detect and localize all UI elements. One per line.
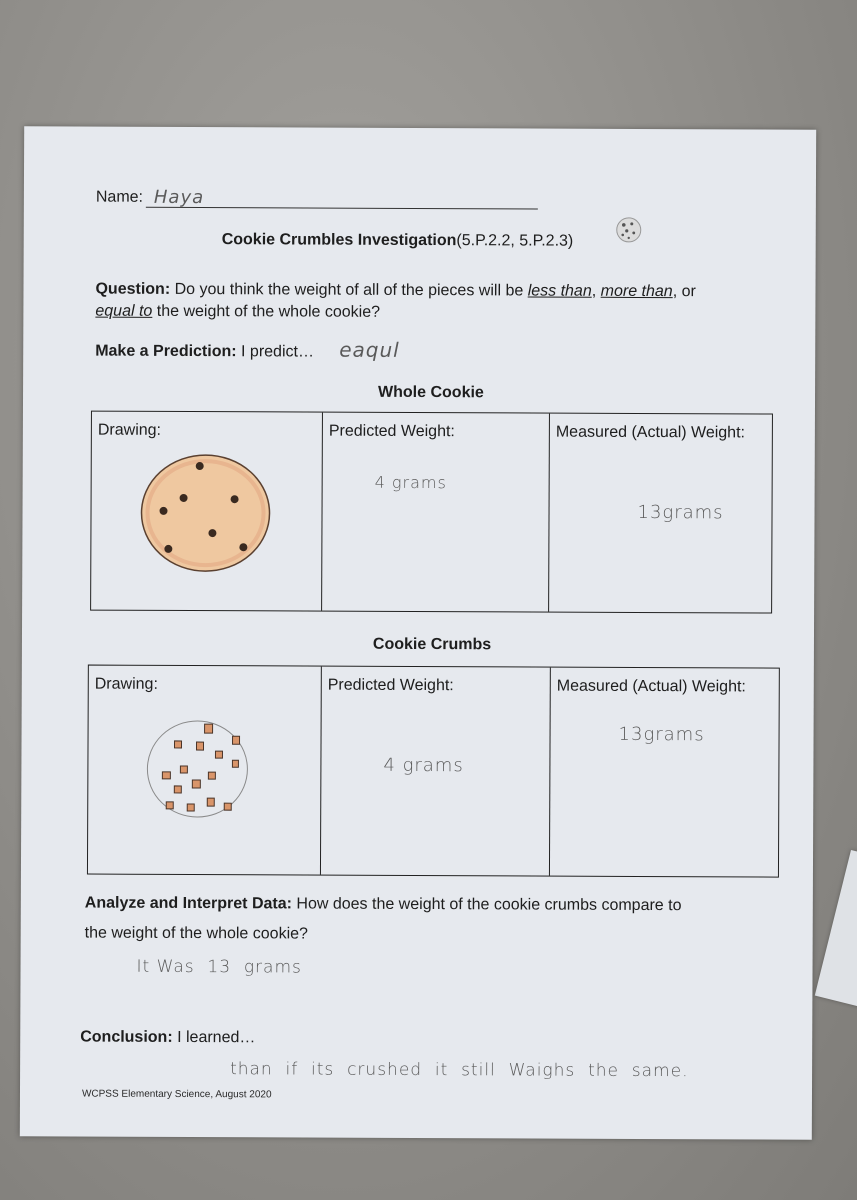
- conclusion-text: I learned…: [177, 1028, 256, 1047]
- option-less-than: less than: [527, 282, 592, 300]
- worksheet-title: [222, 231, 574, 251]
- conclusion-handwritten: than if its crushed it still Waighs the same.: [230, 1059, 689, 1082]
- crumbs-measured-label: Measured (Actual) Weight:: [556, 677, 746, 696]
- whole-cookie-table: [90, 411, 773, 614]
- question-label: Question:: [95, 280, 171, 298]
- whole-drawing-cell: [91, 412, 323, 611]
- prediction-handwritten: eaqul: [339, 337, 400, 362]
- analyze-text-1: How does the weight of the cookie crumbs compare to: [296, 895, 682, 915]
- cookie-icon: [614, 215, 644, 245]
- question-text-2: the weight of the whole cookie?: [156, 302, 381, 321]
- name-handwritten: Haya: [153, 186, 205, 209]
- crumbs-drawing: [144, 714, 254, 824]
- background-paper-edge: [815, 850, 857, 1010]
- whole-predicted-cell: [322, 413, 550, 612]
- crumbs-predicted-cell: [321, 667, 551, 876]
- whole-predicted-label: Predicted Weight:: [328, 422, 455, 441]
- title-text: Cookie Crumbles Investigation: [221, 231, 457, 250]
- footer-text: WCPSS Elementary Science, August 2020: [81, 1088, 272, 1101]
- option-sep-2: , or: [672, 283, 696, 301]
- analyze-block: [85, 889, 785, 952]
- crumbs-drawing-label: Drawing:: [94, 675, 158, 693]
- analyze-text-2: the weight of the whole cookie?: [84, 924, 308, 943]
- conclusion-block: [80, 1029, 255, 1048]
- name-line: [146, 207, 538, 210]
- cookie-crumbs-heading: Cookie Crumbs: [372, 635, 492, 654]
- crumbs-drawing-cell: [88, 666, 322, 875]
- title-standards: (5.P.2.2, 5.P.2.3): [456, 232, 574, 250]
- question-text-1: Do you think the weight of all of the pieces will be: [174, 280, 524, 300]
- cookie-crumbs-table: [87, 665, 780, 878]
- option-equal-to: equal to: [95, 302, 153, 320]
- prediction-label: Make a Prediction:: [95, 342, 237, 361]
- whole-measured-cell: [549, 414, 770, 613]
- worksheet-page: [20, 126, 816, 1139]
- option-more-than: more than: [600, 282, 673, 301]
- crumbs-measured-cell: [550, 668, 779, 877]
- whole-cookie-heading: Whole Cookie: [378, 383, 484, 402]
- crumbs-measured-handwritten: 13grams: [618, 723, 705, 746]
- crumbs-predicted-label: Predicted Weight:: [327, 676, 454, 695]
- whole-cookie-drawing: [135, 450, 276, 581]
- analyze-label: Analyze and Interpret Data:: [84, 894, 293, 913]
- name-label: Name:: [95, 188, 144, 206]
- whole-measured-label: Measured (Actual) Weight:: [555, 423, 746, 442]
- analyze-handwritten: It Was 13 grams: [136, 956, 302, 978]
- question-block: [95, 279, 785, 326]
- prediction-text: I predict…: [241, 343, 315, 361]
- crumbs-predicted-handwritten: 4 grams: [383, 754, 464, 777]
- option-sep-1: ,: [591, 282, 597, 300]
- whole-drawing-label: Drawing:: [97, 421, 162, 439]
- whole-measured-handwritten: 13grams: [637, 501, 724, 524]
- whole-predicted-handwritten: 4 grams: [374, 472, 447, 493]
- prediction-block: [95, 343, 314, 362]
- conclusion-label: Conclusion:: [80, 1028, 173, 1046]
